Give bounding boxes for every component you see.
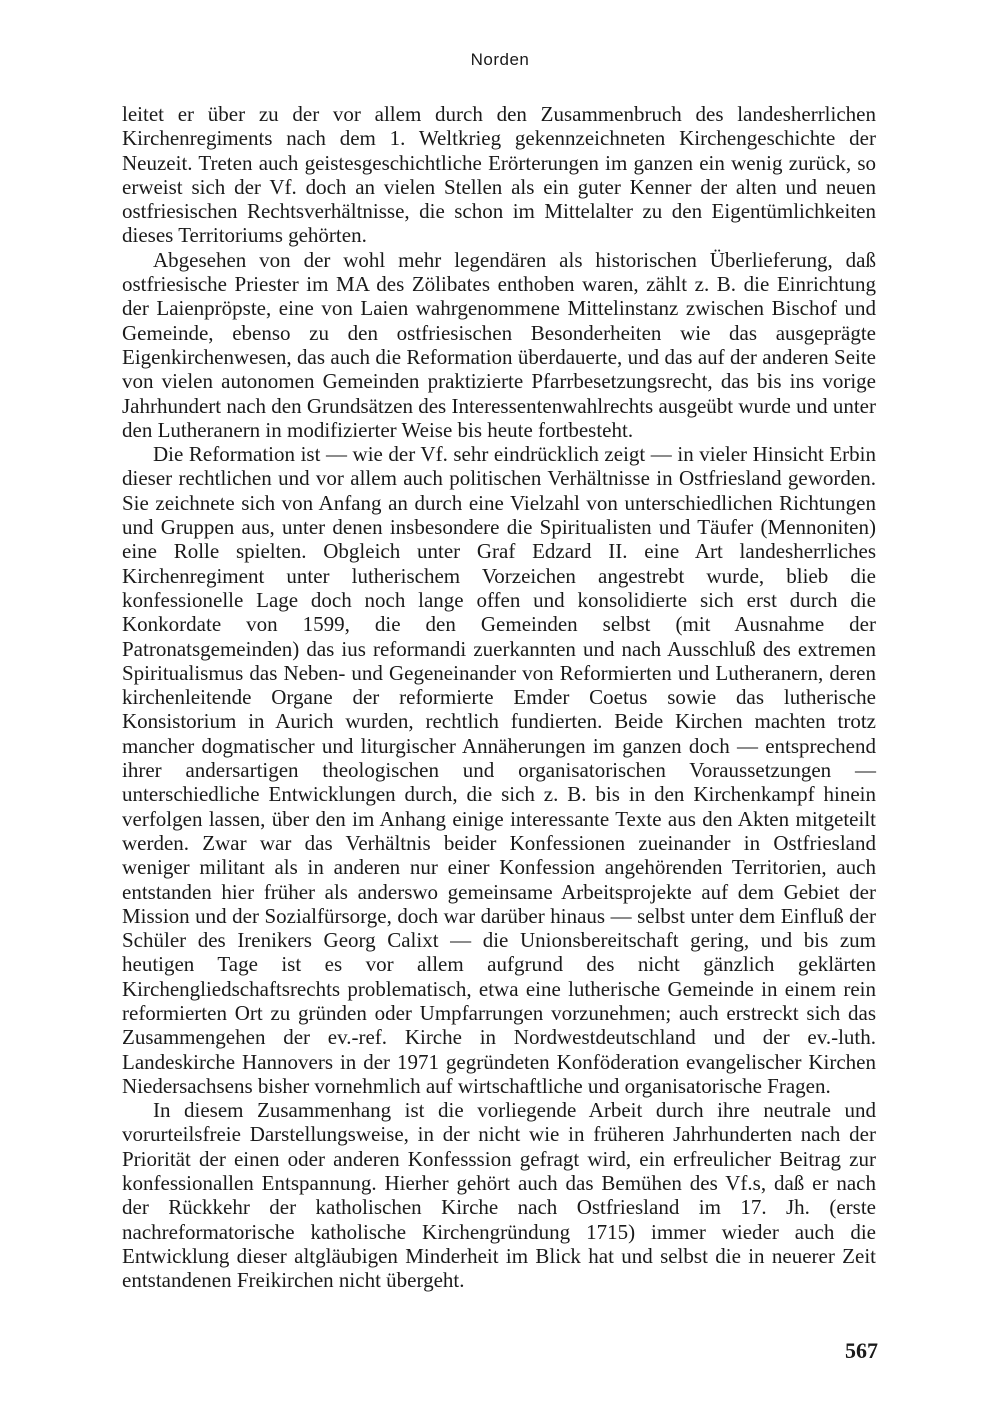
paragraph-1: leitet er über zu der vor allem durch den Zusammenbruch des landesherrlichen Kirchenregiments nach dem 1. Weltkrieg gekennzeichneten Kirchengeschichte der Neuzeit. Treten auch geistesgeschichtliche Erörterungen im ganzen ein wenig zurück, so erweist sich der Vf. doch an vielen Stellen als ein guter Kenner der alten und neuen ostfriesischen Rechtsverhältnisse, die schon im Mittelalter zu den Eigentümlichkeiten dieses Territoriums gehörten. xyxy=(122,102,876,248)
paragraph-2: Abgesehen von der wohl mehr legendären als historischen Überlieferung, daß ostfriesische Priester im MA des Zölibates enthoben waren, zählt z. B. die Einrichtung der Laienpröpste, eine von Laien wahrgenommene Mittelinstanz zwischen Bischof und Gemeinde, ebenso zu den ostfriesischen Besonderheiten wie das ausgeprägte Eigenkirchenwesen, das auch die Reformation überdauerte, und das auf der anderen Seite von vielen autonomen Gemeinden praktizierte Pfarrbesetzungsrecht, das bis ins vorige Jahrhundert nach den Grundsätzen des Interessentenwahlrechts ausgeübt wurde und unter den Lutheranern in modifizierter Weise bis heute fortbesteht. xyxy=(122,247,876,442)
paragraph-4: In diesem Zusammenhang ist die vorliegende Arbeit durch ihre neutrale und vorurteilsfreie Darstellungsweise, in der nicht wie in früheren Jahrhunderten nach der Priorität der einen oder anderen Konfesssion gefragt wird, ein erfreulicher Beitrag zur konfessionallen Entspannung. Hierher gehört auch das Bemühen des Vf.s, daß er nach der Rückkehr der katholischen Kirche nach Ostfriesland im 17. Jh. (erste nachreformatorische katholische Kirchengründung 1715) immer wieder auch die Entwicklung dieser altgläubigen Minderheit im Blick hat und selbst die in neuerer Zeit entstandenen Freikirchen nicht übergeht. xyxy=(122,1098,876,1293)
running-head: Norden xyxy=(470,50,530,69)
page-number: 567 xyxy=(845,1338,878,1363)
body-text xyxy=(122,102,876,1293)
paragraph-3: Die Reformation ist — wie der Vf. sehr eindrücklich zeigt — in vieler Hinsicht Erbin dieser rechtlichen und vor allem auch politischen Verhältnisse in Ostfriesland geworden. Sie zeichnete sich von Anfang an durch eine Vielzahl von unterschiedlichen Richtungen und Gruppen aus, unter denen insbesondere die Spiritualisten und Täufer (Mennoniten) eine Rolle spielten. Obgleich unter Graf Edzard II. eine Art landesherrliches Kirchenregiment unter lutherischem Vorzeichen angestrebt wurde, blieb die konfessionelle Lage doch noch lange offen und konsolidierte sich erst durch die Konkordate von 1599, die den Gemeinden selbst (mit Ausnahme der Patronatsgemeinden) das ius reformandi zuerkannten und nach Ausschluß des extremen Spiritualismus das Neben- und Gegeneinander von Reformierten und Lutheranern, deren kirchenleitende Organe der reformierte Emder Coetus sowie das lutherische Konsistorium in Aurich wurden, rechtlich fundierten. Beide Kirchen machten trotz mancher dogmatischer und liturgischer Annäherungen im ganzen doch — entsprechend ihrer andersartigen theologischen und organisatorischen Voraussetzungen — unterschiedliche Entwicklungen durch, die sich z. B. bis in den Kirchenkampf hinein verfolgen lassen, über den im Anhang einige interessante Texte aus den Akten mitgeteilt werden. Zwar war das Verhältnis beider Konfessionen zueinander in Ostfriesland weniger militant als in anderen nur einer Konfession angehörenden Territorien, auch entstanden hier früher als anderswo gemeinsame Arbeitsprojekte auf dem Gebiet der Mission und der Sozialfürsorge, doch war darüber hinaus — selbst unter dem Einfluß der Schüler des Irenikers Georg Calixt — die Unionsbereitschaft gering, und bis zum heutigen Tage ist es vor allem aufgrund des nicht gänzlich geklärten Kirchengliedschaftsrechts problematisch, etwa eine lutherische Gemeinde in einem rein reformierten Ort zu gründen oder Umpfarrungen vorzunehmen; auch erstreckt sich das Zusammengehen der ev.-ref. Kirche in Nordwestdeutschland und der ev.-luth. Landeskirche Hannovers in der 1971 gegründeten Konföderation evangelischer Kirchen Niedersachsens bisher vornehmlich auf wirtschaftliche und organisatorische Fragen. xyxy=(122,442,876,1098)
